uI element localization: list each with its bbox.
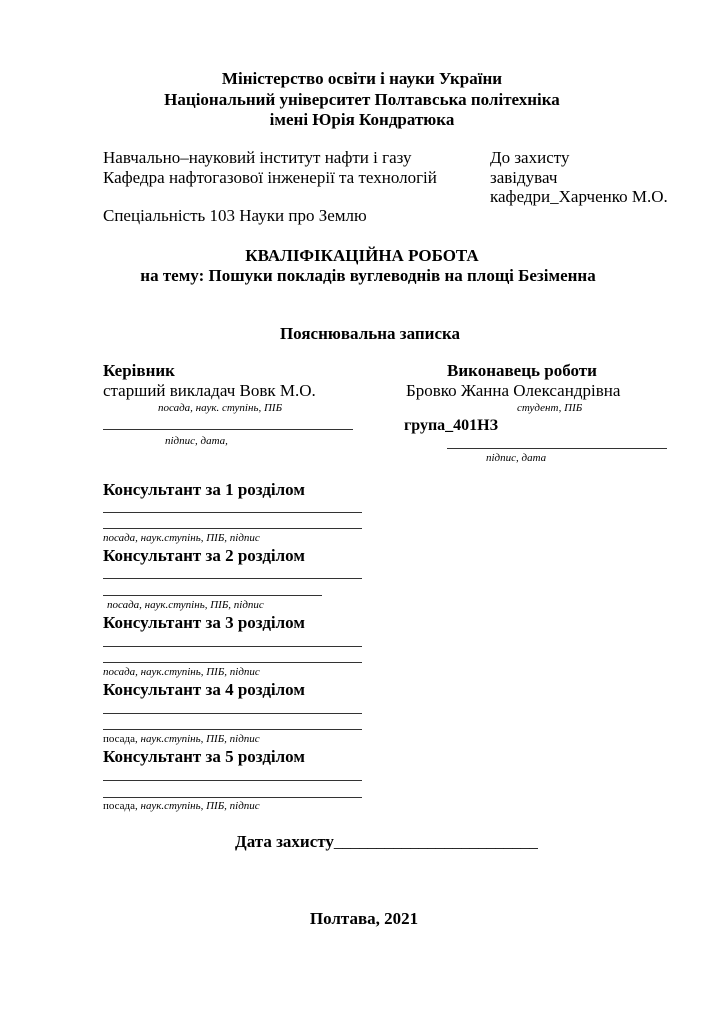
supervisor-sign-caption: підпис, дата, — [165, 435, 228, 447]
consultant-2-line-2 — [103, 595, 322, 596]
consultant-5-line-1 — [103, 780, 362, 781]
defense-date-label: Дата захисту — [235, 832, 334, 851]
consultant-5-heading: Консультант за 5 розділом — [103, 747, 305, 766]
consultant-2-caption: посада, наук.ступінь, ПІБ, підпис — [107, 599, 264, 611]
approval-line-2: завідувач — [490, 168, 558, 187]
approval-line-3: кафедри_Харченко М.О. — [490, 187, 668, 206]
author-signature-line — [447, 448, 667, 449]
consultant-2-line-1 — [103, 578, 362, 579]
supervisor-signature-line — [103, 429, 353, 430]
supervisor-name: старший викладач Вовк М.О. — [103, 381, 316, 400]
consultant-1-caption: посада, наук.ступінь, ПІБ, підпис — [103, 532, 260, 544]
consultant-2-heading: Консультант за 2 розділом — [103, 546, 305, 565]
defense-date — [235, 832, 538, 852]
consultant-3-caption: посада, наук.ступінь, ПІБ, підпис — [103, 666, 260, 678]
place-year: Полтава, 2021 — [309, 909, 419, 928]
department-name: Кафедра нафтогазової інженерії та технологій — [103, 168, 437, 187]
consultant-1-line-2 — [103, 528, 362, 529]
author-heading: Виконавець роботи — [447, 361, 597, 380]
author-name: Бровко Жанна Олександрівна — [406, 381, 621, 400]
author-group: група_401НЗ — [404, 417, 499, 434]
author-caption: студент, ПІБ — [517, 402, 583, 414]
document-title: КВАЛІФІКАЦІЙНА РОБОТА — [245, 246, 479, 265]
consultant-4-caption: посада, наук.ступінь, ПІБ, підпис — [103, 733, 260, 745]
institute-name: Навчально–науковий інститут нафти і газу — [103, 148, 412, 167]
supervisor-caption: посада, наук. ступінь, ПІБ — [158, 402, 283, 414]
consultant-3-line-2 — [103, 662, 362, 663]
consultant-1-line-1 — [103, 512, 362, 513]
university-title: Національний університет Полтавська політехніка — [164, 90, 560, 109]
consultant-3-heading: Консультант за 3 розділом — [103, 613, 305, 632]
consultant-5-line-2 — [103, 797, 362, 798]
specialty: Спеціальність 103 Науки про Землю — [103, 206, 367, 225]
consultant-3-line-1 — [103, 646, 362, 647]
approval-line-1: До захисту — [490, 148, 570, 167]
supervisor-heading: Керівник — [103, 361, 175, 380]
consultant-4-heading: Консультант за 4 розділом — [103, 680, 305, 699]
author-sign-caption: підпис, дата — [486, 452, 547, 464]
consultant-1-heading: Консультант за 1 розділом — [103, 480, 305, 499]
consultant-4-line-1 — [103, 713, 362, 714]
explanatory-note-title: Пояснювальна записка — [279, 324, 461, 343]
defense-date-blank: ________________________ — [333, 832, 538, 851]
document-topic: на тему: Пошуки покладів вуглеводнів на площі Безіменна — [140, 266, 596, 285]
consultant-4-line-2 — [103, 729, 362, 730]
consultant-5-caption: посада, наук.ступінь, ПІБ, підпис — [103, 800, 260, 812]
ministry-title: Міністерство освіти і науки України — [221, 69, 503, 88]
university-name: імені Юрія Кондратюка — [269, 110, 455, 129]
